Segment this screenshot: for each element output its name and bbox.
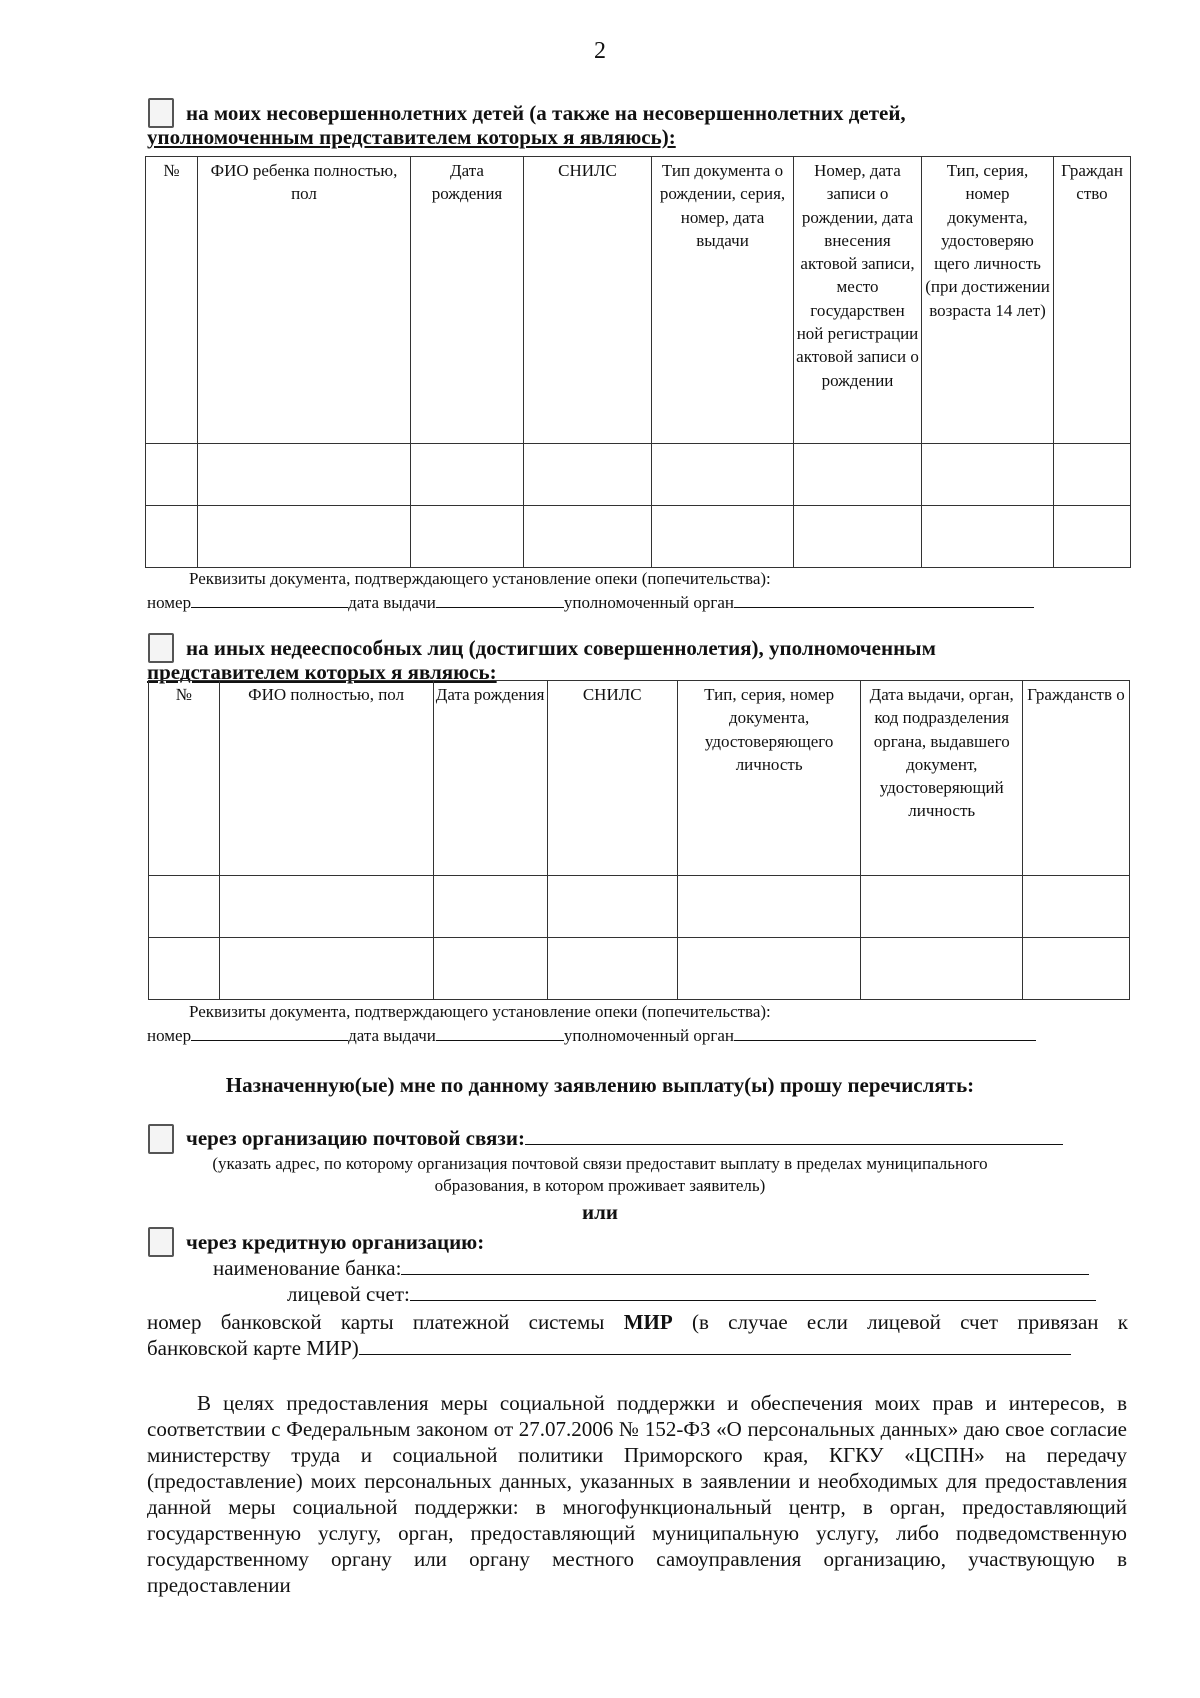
incapable-col-fio: ФИО полностью, пол — [219, 681, 433, 876]
table-cell[interactable] — [149, 938, 220, 1000]
table-cell[interactable] — [861, 876, 1022, 938]
children-date-field[interactable] — [436, 591, 564, 608]
children-number-field[interactable] — [191, 591, 348, 608]
children-checkbox[interactable] — [148, 98, 174, 128]
children-number-label: номер — [147, 593, 192, 612]
or-label: или — [582, 1200, 618, 1224]
incapable-table — [148, 680, 1130, 1000]
bank-label: через кредитную организацию: — [186, 1230, 485, 1254]
page-number: 2 — [594, 38, 606, 64]
consent-paragraph: В целях предоставления меры социальной поддержки и обеспечения моих прав и интересов, в соответствии с Федеральным законом от 27.07.2006 № 152-ФЗ «О персональных данных» даю свое согласие министерству труда и социальной политики Приморского края, КГКУ «ЦСПН» на передачу (предоставление) моих персональных данных, указанных в заявлении и необходимых для предоставления данной меры социальной поддержки: в многофункциональный центр, в орган, предоставляющий государственную услугу, орган, предоставляющий муниципальную услугу, либо подведомственную государственному органу или органу местного самоуправления организацию, участвующую в предоставлении — [147, 1391, 1127, 1597]
incapable-number-label: номер — [147, 1026, 192, 1045]
table-cell[interactable] — [198, 444, 411, 506]
bank-name-line — [213, 1256, 1089, 1281]
incapable-date-label: дата выдачи — [348, 1026, 436, 1045]
table-cell[interactable] — [146, 444, 198, 506]
incapable-checkbox[interactable] — [148, 633, 174, 663]
table-cell[interactable] — [411, 506, 524, 568]
table-cell[interactable] — [1022, 938, 1129, 1000]
payment-title: Назначенную(ые) мне по данному заявлению выплату(ы) прошу перечислять: — [225, 1073, 975, 1097]
incapable-heading-line1: на иных недееспособных лиц (достигших совершеннолетия), уполномоченным — [186, 636, 936, 660]
incapable-col-issue: Дата выдачи, орган, код подразделения органа, выдавшего документ, удостоверяющий личность — [861, 681, 1022, 876]
table-cell[interactable] — [411, 444, 524, 506]
table-cell[interactable] — [1054, 506, 1131, 568]
post-label: через организацию почтовой связи: — [186, 1126, 525, 1150]
table-row — [146, 506, 1131, 568]
account-line — [287, 1282, 1096, 1307]
card-text-b: (в случае если лицевой счет привязан к — [691, 1310, 1128, 1334]
account-field[interactable] — [410, 1282, 1096, 1301]
incapable-col-birthdate: Дата рождения — [433, 681, 547, 876]
card-line2 — [147, 1336, 1071, 1361]
table-cell[interactable] — [652, 506, 794, 568]
children-col-id-doc: Тип, серия, номер документа, удостоверяю щего личность (при достижении возраста 14 лет) — [922, 157, 1054, 444]
table-cell[interactable] — [1054, 444, 1131, 506]
card-text-c: банковской карте МИР) — [147, 1336, 359, 1360]
incapable-col-id-doc: Тип, серия, номер документа, удостоверяющего личность — [677, 681, 861, 876]
incapable-authority-field[interactable] — [734, 1024, 1036, 1041]
table-cell[interactable] — [794, 444, 922, 506]
table-cell[interactable] — [433, 938, 547, 1000]
incapable-col-number: № — [149, 681, 220, 876]
table-cell[interactable] — [524, 506, 652, 568]
children-header-row — [146, 157, 1131, 444]
table-cell[interactable] — [547, 938, 677, 1000]
post-address-field[interactable] — [525, 1126, 1063, 1145]
children-authority-label: уполномоченный орган — [563, 593, 735, 612]
children-date-label: дата выдачи — [348, 593, 436, 612]
post-hint-line2: образования, в котором проживает заявитель) — [434, 1176, 766, 1195]
table-cell[interactable] — [652, 444, 794, 506]
table-cell[interactable] — [219, 876, 433, 938]
incapable-col-snils: СНИЛС — [547, 681, 677, 876]
account-label: лицевой счет: — [287, 1282, 410, 1306]
incapable-guardianship-title: Реквизиты документа, подтверждающего установление опеки (попечительства): — [189, 1002, 771, 1021]
children-col-birthdate: Дата рождения — [411, 157, 524, 444]
mir-label: МИР — [623, 1310, 673, 1334]
post-checkbox[interactable] — [148, 1124, 174, 1154]
card-line1 — [147, 1310, 1128, 1335]
bank-name-label: наименование банка: — [213, 1256, 402, 1280]
children-guardianship-title: Реквизиты документа, подтверждающего установление опеки (попечительства): — [189, 569, 771, 588]
children-col-fio: ФИО ребенка полностью, пол — [198, 157, 411, 444]
table-cell[interactable] — [677, 938, 861, 1000]
table-cell[interactable] — [861, 938, 1022, 1000]
table-cell[interactable] — [547, 876, 677, 938]
children-heading-line1: на моих несовершеннолетних детей (а также на несовершеннолетних детей, — [186, 101, 906, 125]
bank-checkbox[interactable] — [148, 1227, 174, 1257]
table-cell[interactable] — [198, 506, 411, 568]
card-number-field[interactable] — [359, 1336, 1071, 1355]
children-col-number: № — [146, 157, 198, 444]
incapable-col-citizenship: Гражданств о — [1022, 681, 1129, 876]
incapable-heading-text: представителем которых я являюсь: — [147, 660, 497, 684]
children-table — [145, 156, 1131, 568]
table-cell[interactable] — [922, 444, 1054, 506]
incapable-number-field[interactable] — [191, 1024, 348, 1041]
children-authority-field[interactable] — [734, 591, 1034, 608]
incapable-authority-label: уполномоченный орган — [563, 1026, 735, 1045]
table-cell[interactable] — [433, 876, 547, 938]
post-hint-line1: (указать адрес, по которому организация почтовой связи предоставит выплату в пределах муниципального — [212, 1154, 988, 1173]
children-col-snils: СНИЛС — [524, 157, 652, 444]
table-cell[interactable] — [794, 506, 922, 568]
table-cell[interactable] — [146, 506, 198, 568]
children-heading-line2 — [147, 125, 676, 149]
incapable-date-field[interactable] — [436, 1024, 564, 1041]
table-cell[interactable] — [149, 876, 220, 938]
children-col-birth-record: Номер, дата записи о рождении, дата внесения актовой записи, место государствен ной регистрации актовой записи о рождении — [794, 157, 922, 444]
incapable-guardianship-line — [147, 1024, 1125, 1047]
children-col-citizenship: Граждан ство — [1054, 157, 1131, 444]
table-cell[interactable] — [1022, 876, 1129, 938]
post-line — [186, 1126, 1063, 1151]
card-text-a: номер банковской карты платежной системы — [147, 1310, 605, 1334]
bank-name-field[interactable] — [401, 1256, 1089, 1275]
table-row — [149, 876, 1130, 938]
table-cell[interactable] — [922, 506, 1054, 568]
children-guardianship-line — [147, 591, 1125, 614]
table-row — [146, 444, 1131, 506]
children-heading-text: уполномоченным представителем которых я являюсь): — [147, 125, 676, 149]
table-cell[interactable] — [219, 938, 433, 1000]
table-row — [149, 938, 1130, 1000]
table-cell[interactable] — [524, 444, 652, 506]
incapable-header-row — [149, 681, 1130, 876]
table-cell[interactable] — [677, 876, 861, 938]
children-col-birth-doc: Тип документа о рождении, серия, номер, дата выдачи — [652, 157, 794, 444]
